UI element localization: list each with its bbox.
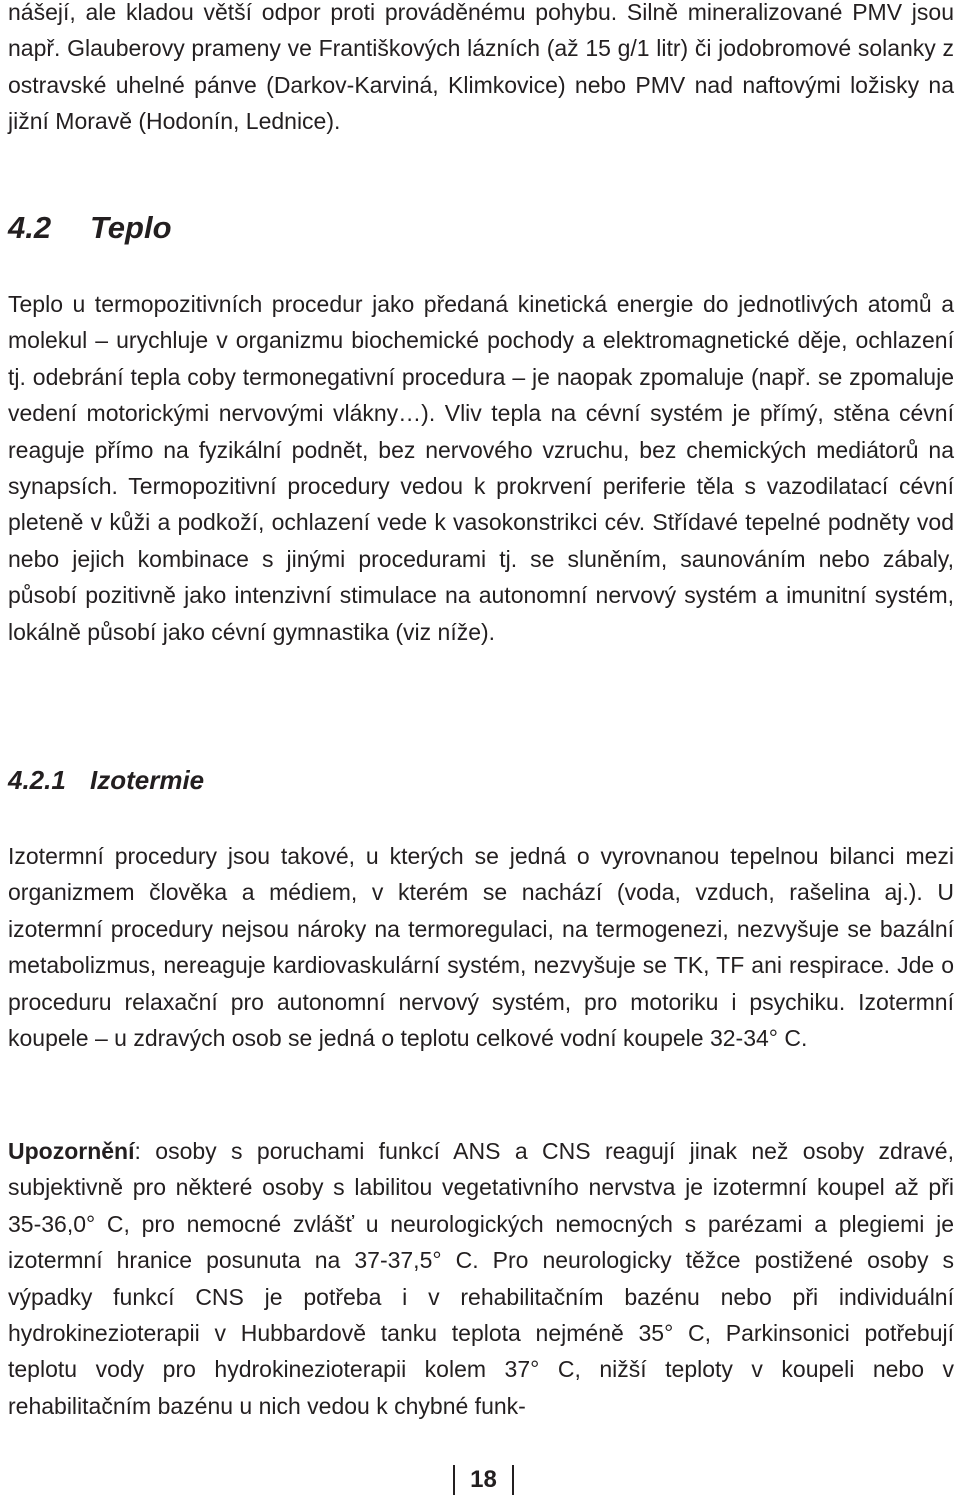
warning-label: Upozornění <box>8 1138 135 1164</box>
page-footer <box>0 1462 960 1498</box>
section-heading-teplo <box>8 206 172 250</box>
footer-divider-right <box>512 1465 514 1495</box>
page-number: 18 <box>470 1466 497 1493</box>
teplo-paragraph: Teplo u termopozitivních procedur jako předaná kinetická energie do jednotlivých atomů a molekul – urychluje v organizmu biochemické pochody a elektromagnetické děje, ochlazení tj. odebrání tepla coby termonegativní procedura – je naopak zpomaluje (např. se zpomaluje vedení motorickými nervovými vlákny…). Vliv tepla na cévní systém je přímý, stěna cévní reaguje přímo na fyzikální podnět, bez nervového vzruchu, bez chemických mediátorů na synapsích. Termopozitivní procedury vedou k prokrvení periferie těla s vazodilatací cévní pleteně v kůži a podkoží, ochlazení vede k vasokonstrikci cév. Střídavé tepelné podněty vod nebo jejich kombinace s jinými procedurami tj. se sluněním, saunováním nebo zábaly, působí pozitivně jako intenzivní stimulace na autonomní nervový systém a imunitní systém, lokálně působí jako cévní gymnastika (viz níže). <box>8 291 954 645</box>
subsection-heading-izotermie <box>8 760 204 800</box>
warning-paragraph <box>8 1133 954 1424</box>
intro-paragraph: nášejí, ale kladou větší odpor proti prováděnému pohybu. Silně mineralizované PMV jsou např. Glauberovy prameny ve Františkových lázních (až 15 g/1 litr) či jodobromové solanky z ostravské uhelné pánve (Darkov-Karviná, Klimkovice) nebo PMV nad naftovými ložisky na jižní Moravě (Hodonín, Lednice). <box>8 0 954 135</box>
warning-text: : osoby s poruchami funkcí ANS a CNS reagují jinak než osoby zdravé, subjektivně pro některé osoby s labilitou vegetativního nervstva je izotermní koupel až při 35-36,0° C, pro nemocné zvlášť u neurologických nemocných s parézami a plegiemi je izotermní hranice posunuta na 37-37,5° C. Pro neurologicky těžce postižené osoby s výpadky funkcí CNS je potřeba i v rehabilitačním bazénu nebo při individuální hydrokinezioterapii v Hubbardově tanku teplota nejméně 35° C, Parkinsonici potřebují teplotu vody pro hydrokinezioterapii kolem 37° C, nižší teploty v koupeli nebo v rehabilitačním bazénu u nich vedou k chybné funk- <box>8 1138 954 1419</box>
izotermie-paragraph: Izotermní procedury jsou takové, u kterých se jedná o vyrovnanou tepelnou bilanci mezi organizmem člověka a médiem, v kterém se nachází (voda, vzduch, rašelina aj.). U izotermní procedury nejsou nároky na termoregulaci, na termogenezi, nezvyšuje se bazální metabolizmus, nereaguje kardiovaskulární systém, nezvyšuje se TK, TF ani respirace. Jde o proceduru relaxační pro autonomní nervový systém, pro motoriku i psychiku. Izotermní koupele – u zdravých osob se jedná o teplotu celkové vodní koupele 32-34° C. <box>8 843 954 1052</box>
subsection-title: Izotermie <box>90 765 205 795</box>
section-title: Teplo <box>90 210 172 245</box>
section-number: 4.2 <box>8 210 52 245</box>
subsection-number: 4.2.1 <box>8 765 66 795</box>
